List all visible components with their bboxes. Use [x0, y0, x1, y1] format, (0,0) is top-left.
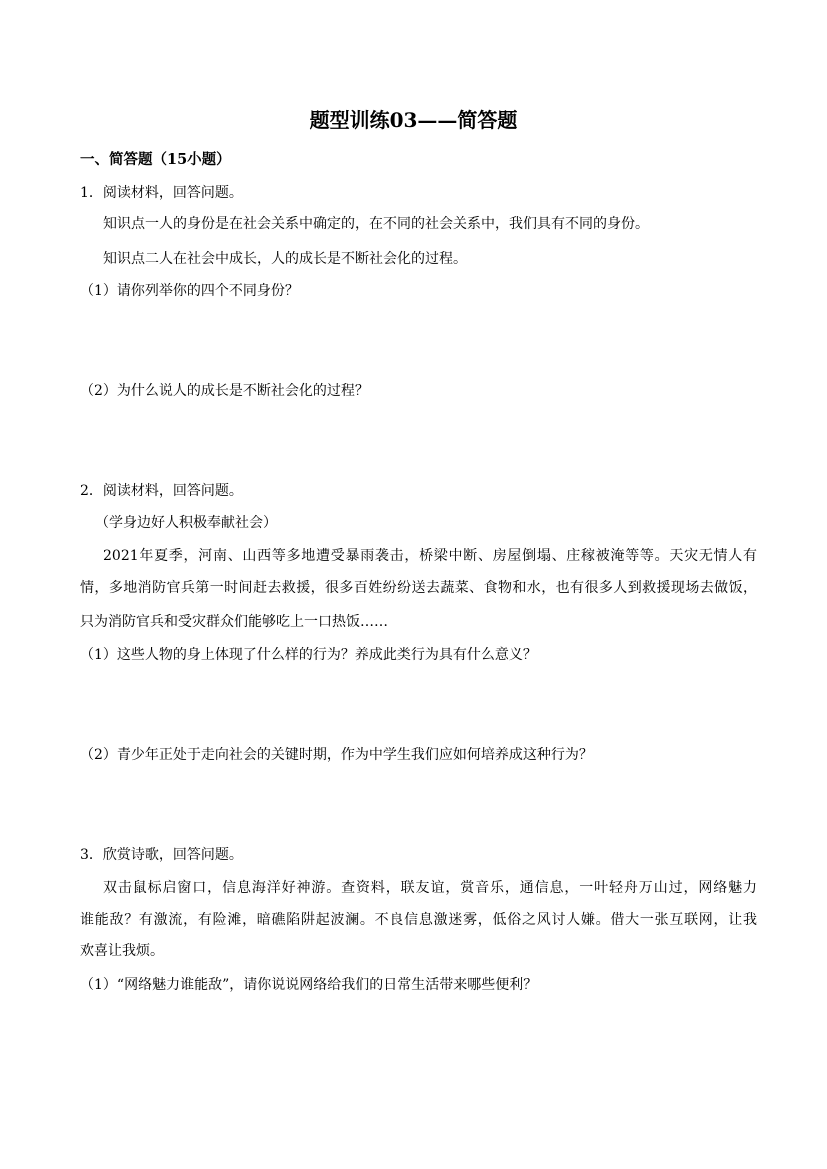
- question-3-sub-1: （1）“网络魅力谁能敌”，请你说说网络给我们的日常生活带来哪些便利？: [80, 977, 538, 993]
- question-1-material-line: 知识点一人的身份是在社会关系中确定的，在不同的社会关系中，我们具有不同的身份。: [103, 216, 649, 232]
- question-2-material-title: （学身边好人积极奉献社会）: [95, 515, 277, 531]
- question-3-material-line: 欢喜让我烦。: [80, 943, 164, 959]
- question-3-material-line: 谁能敌？有激流，有险滩，暗礁陷阱起波澜。不良信息激迷雾，低俗之风讨人嫌。借大一张互联网，让我: [80, 912, 757, 928]
- question-1-sub-2: （2）为什么说人的成长是不断社会化的过程？: [80, 383, 369, 399]
- question-2-material-line: 只为消防官兵和受灾群众们能够吃上一口热饭……: [80, 614, 388, 630]
- question-1-stem: 1．阅读材料，回答问题。: [80, 185, 243, 201]
- page-title: 题型训练03——简答题: [309, 108, 518, 132]
- section-heading: 一、简答题（15小题）: [80, 151, 231, 168]
- question-1-sub-1: （1）请你列举你的四个不同身份？: [80, 283, 299, 299]
- question-2-material-line: 2021年夏季，河南、山西等多地遭受暴雨袭击，桥梁中断、房屋倒塌、庄稼被淹等等。天灾无情人有: [103, 548, 757, 564]
- question-1-material-line: 知识点二人在社会中成长，人的成长是不断社会化的过程。: [103, 251, 467, 267]
- question-2-sub-1: （1）这些人物的身上体现了什么样的行为？养成此类行为具有什么意义？: [80, 647, 537, 663]
- question-2-material-line: 情，多地消防官兵第一时间赶去救援，很多百姓纷纷送去蔬菜、食物和水，也有很多人到救援现场去做饭，: [80, 580, 757, 596]
- question-3-stem: 3．欣赏诗歌，回答问题。: [80, 847, 243, 863]
- question-2-sub-2: （2）青少年正处于走向社会的关键时期，作为中学生我们应如何培养成这种行为？: [80, 747, 593, 763]
- question-3-material-line: 双击鼠标启窗口，信息海洋好神游。查资料，联友谊，赏音乐，通信息，一叶轻舟万山过，网络魅力: [103, 880, 757, 896]
- question-2-stem: 2．阅读材料，回答问题。: [80, 483, 243, 499]
